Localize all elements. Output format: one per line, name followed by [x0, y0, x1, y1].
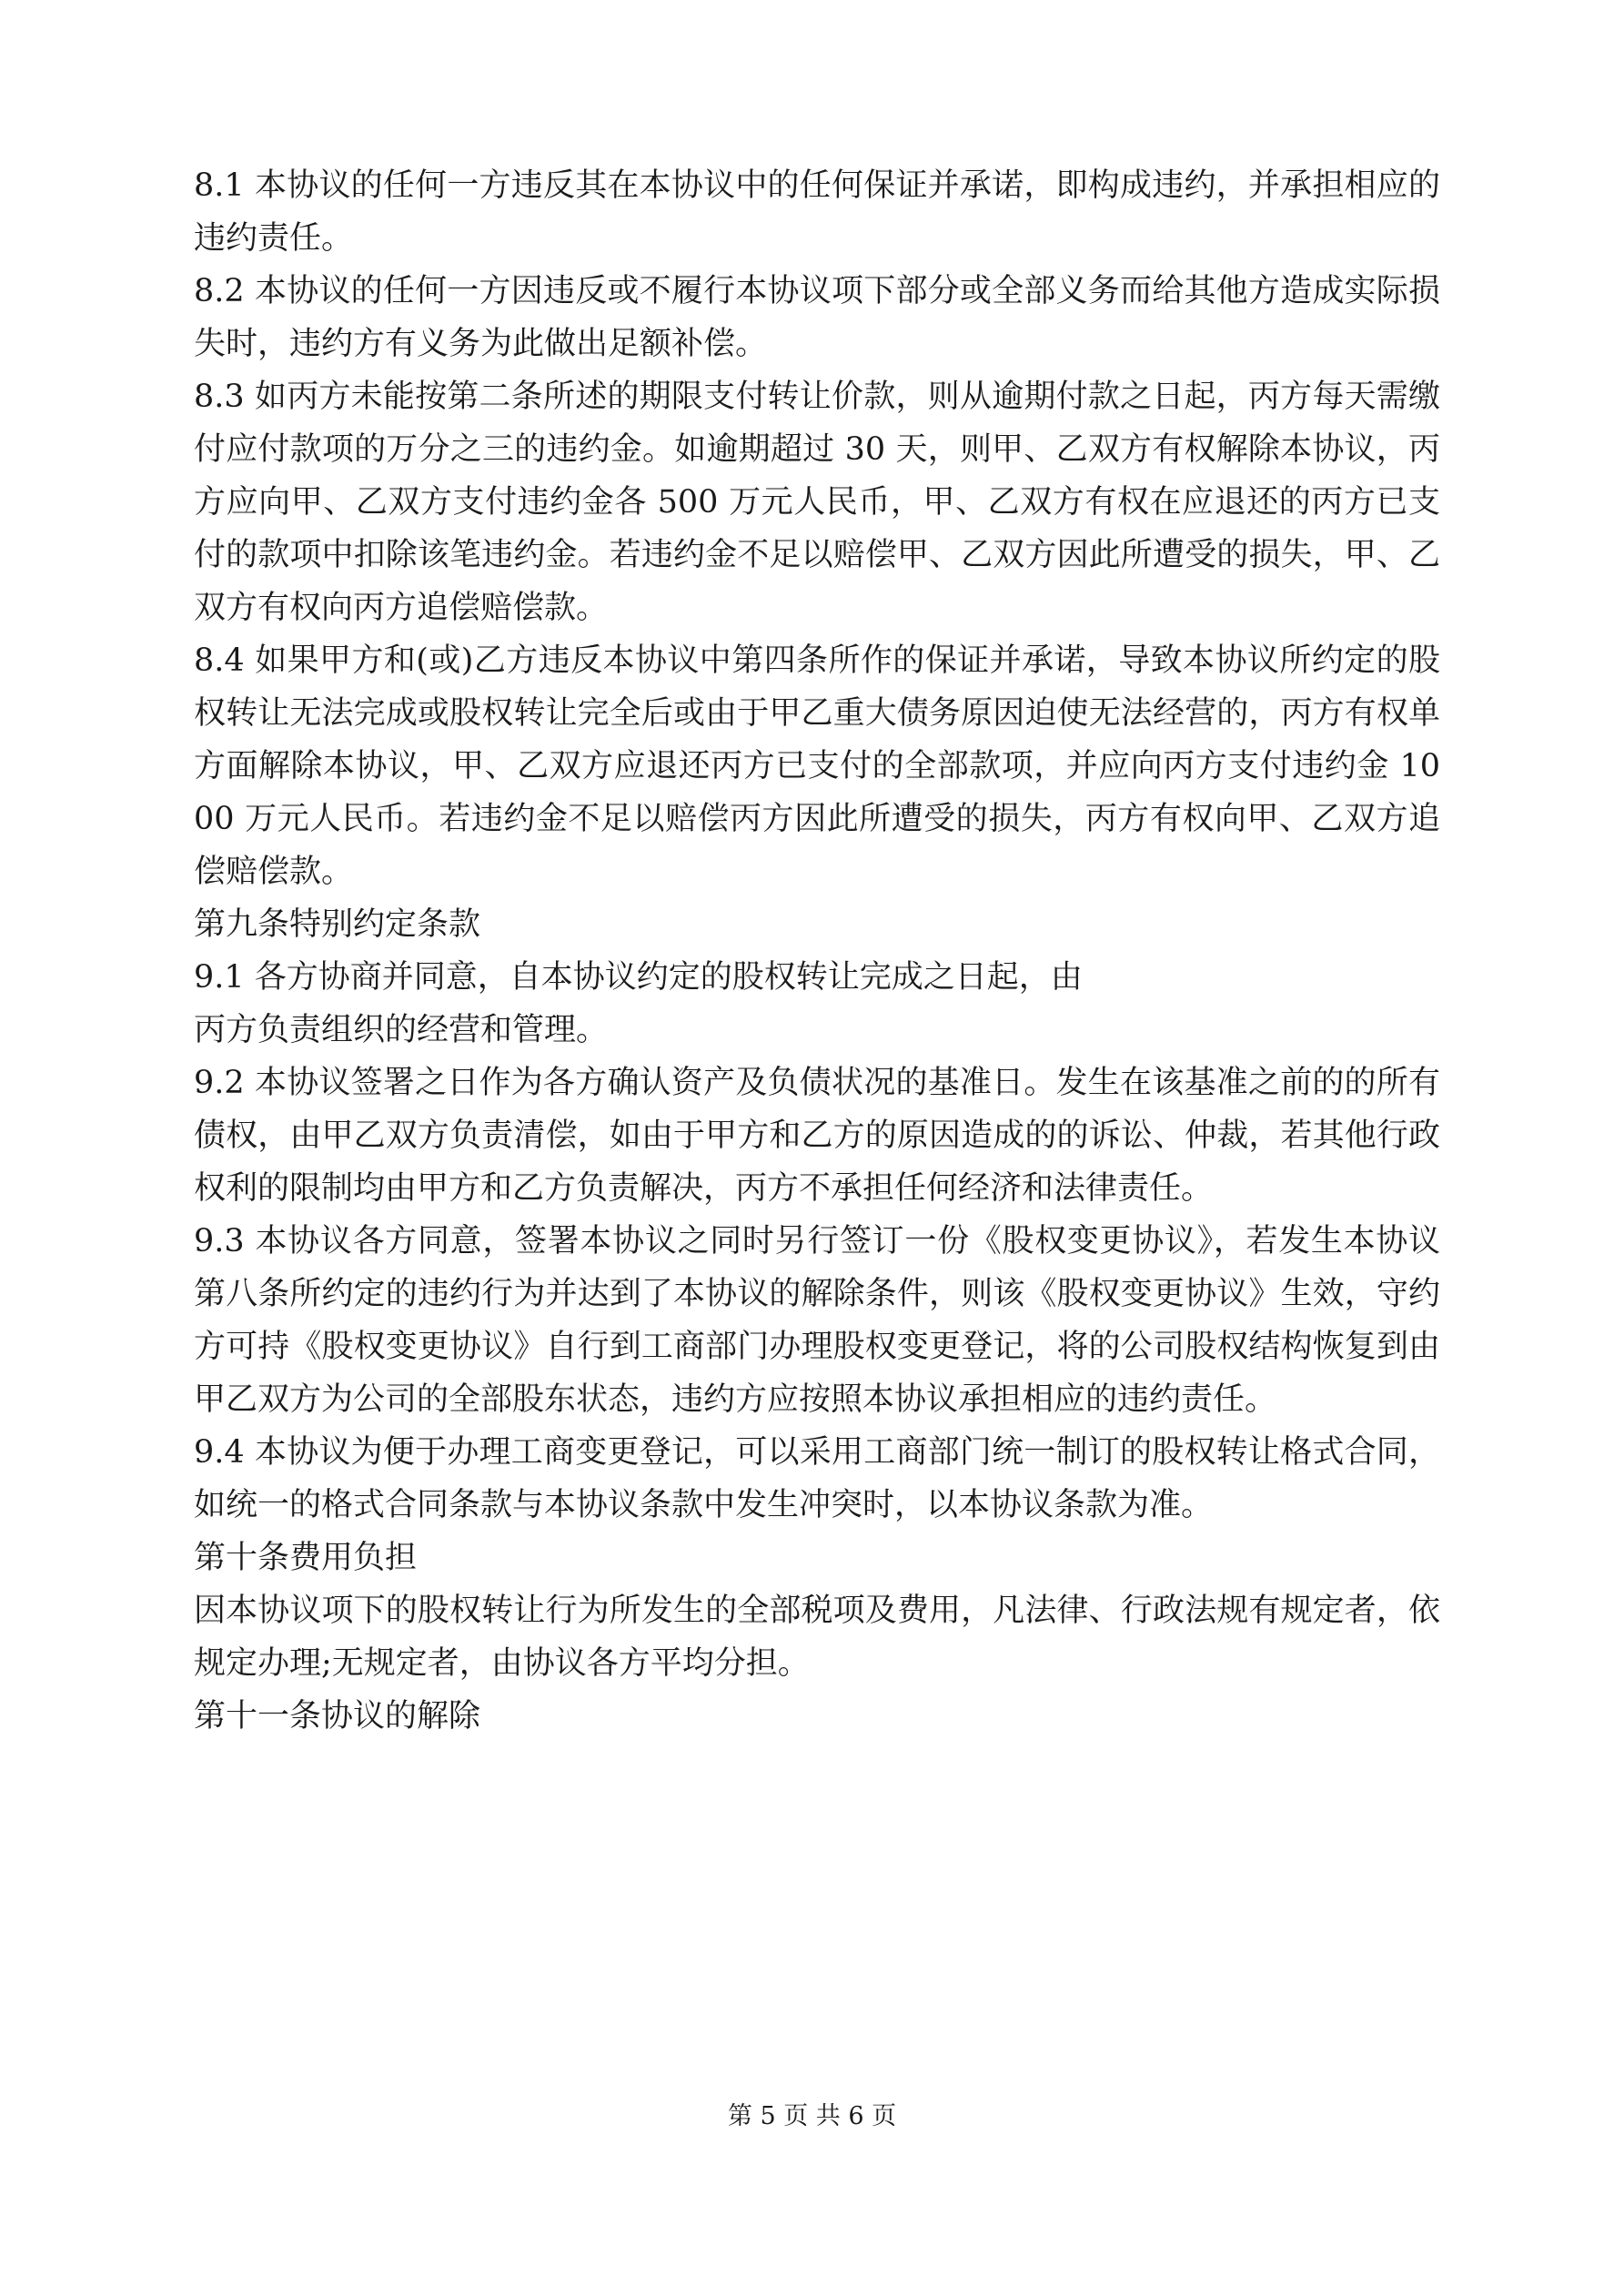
clause-8-2: 8.2 本协议的任何一方因违反或不履行本协议项下部分或全部义务而给其他方造成实际损失时，违约方有义务为此做出足额补偿。 — [194, 273, 1440, 362]
clause-9-3: 9.3 本协议各方同意，签署本协议之同时另行签订一份《股权变更协议》，若发生本协议第八条所约定的违约行为并达到了本协议的解除条件，则该《股权变更协议》生效，守约方可持《股权变更协议》自行到工商部门办理股权变更登记，将的公司股权结构恢复到由甲乙双方为公司的全部股东状态，违约方应按照本协议承担相应的违约责任。 — [194, 1223, 1440, 1418]
clause-9-1-line-1: 9.1 各方协商并同意，自本协议约定的股权转让完成之日起，由 — [194, 959, 1083, 996]
article-10-heading: 第十条费用负担 — [194, 1540, 418, 1576]
article-10-body: 因本协议项下的股权转让行为所发生的全部税项及费用，凡法律、行政法规有规定者，依规定办理;无规定者，由协议各方平均分担。 — [194, 1593, 1440, 1682]
clause-9-4: 9.4 本协议为便于办理工商变更登记，可以采用工商部门统一制订的股权转让格式合同，如统一的格式合同条款与本协议条款中发生冲突时，以本协议条款为准。 — [194, 1434, 1440, 1523]
clause-8-1: 8.1 本协议的任何一方违反其在本协议中的任何保证并承诺，即构成违约，并承担相应的违约责任。 — [194, 167, 1440, 257]
clause-9-1-line-2: 丙方负责组织的经营和管理。 — [194, 1012, 609, 1048]
article-11-heading: 第十一条协议的解除 — [194, 1698, 481, 1735]
clause-8-4: 8.4 如果甲方和(或)乙方违反本协议中第四条所作的保证并承诺，导致本协议所约定的股权转让无法完成或股权转让完全后或由于甲乙重大债务原因迫使无法经营的，丙方有权单方面解除本协议，甲、乙双方应退还丙方已支付的全部款项，并应向丙方支付违约金 1000 万元人民币。若违约金不足以赔偿丙方因此所遭受的损失，丙方有权向甲、乙双方追偿赔偿款。 — [194, 642, 1440, 890]
article-9-heading: 第九条特别约定条款 — [194, 906, 481, 943]
page-number: 第 5 页 共 6 页 — [727, 2102, 897, 2130]
clause-9-2: 9.2 本协议签署之日作为各方确认资产及负债状况的基准日。发生在该基准之前的的所有债权，由甲乙双方负责清偿，如由于甲方和乙方的原因造成的的诉讼、仲裁，若其他行政权利的限制均由甲方和乙方负责解决，丙方不承担任何经济和法律责任。 — [194, 1065, 1440, 1207]
document-body — [194, 159, 1440, 1743]
clause-8-3: 8.3 如丙方未能按第二条所述的期限支付转让价款，则从逾期付款之日起，丙方每天需缴付应付款项的万分之三的违约金。如逾期超过 30 天，则甲、乙双方有权解除本协议，丙方应向甲、乙双方支付违约金各 500 万元人民币，甲、乙双方有权在应退还的丙方已支付的款项中扣除该笔违约金。若违约金不足以赔偿甲、乙双方因此所遭受的损失，甲、乙双方有权向丙方追偿赔偿款。 — [194, 379, 1440, 626]
